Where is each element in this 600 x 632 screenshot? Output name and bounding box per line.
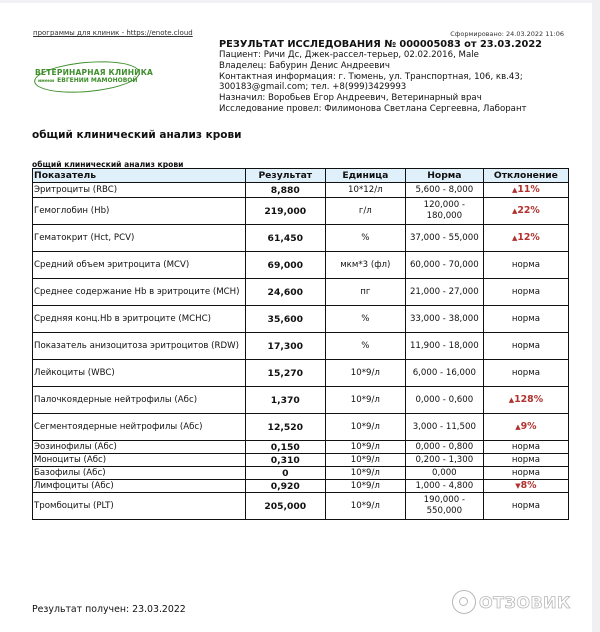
deviation xyxy=(483,198,568,225)
parameter-name: Палочкоядерные нейтрофилы (Абс) xyxy=(33,387,246,414)
arrow-down-icon: ▼ xyxy=(515,482,521,490)
patient-info: Пациент: Ричи Дс, Джек-рассел-терьер, 02.02.2016, Male xyxy=(219,50,479,60)
parameter-name: Эритроциты (RBC) xyxy=(33,183,246,198)
parameter-name: Гематокрит (Hct, PCV) xyxy=(33,225,246,252)
arrow-up-icon: ▲ xyxy=(515,423,521,431)
report-info xyxy=(219,39,542,115)
deviation-value: норма xyxy=(511,454,540,465)
unit: 10*9/л xyxy=(325,493,405,520)
deviation-badge xyxy=(515,480,536,491)
unit: 10*9/л xyxy=(325,441,405,454)
parameter-name: Базофилы (Абс) xyxy=(33,467,246,480)
result-value: 8,880 xyxy=(245,183,325,198)
deviation xyxy=(483,480,568,493)
deviation xyxy=(483,467,568,480)
norm-range: 21,000 - 27,000 xyxy=(405,279,483,306)
table-row xyxy=(33,333,569,360)
result-value: 219,000 xyxy=(245,198,325,225)
table-row xyxy=(33,441,569,454)
parameter-name: Показатель анизоцитоза эритроцитов (RDW) xyxy=(33,333,246,360)
table-caption: общий клинический анализ крови xyxy=(32,160,184,169)
deviation xyxy=(483,387,568,414)
deviation-badge xyxy=(515,421,536,432)
unit: 10*9/л xyxy=(325,480,405,493)
table-header-row xyxy=(33,169,569,183)
logo-line-2 xyxy=(38,77,137,84)
result-received-date: Результат получен: 23.03.2022 xyxy=(32,604,186,615)
result-value: 15,270 xyxy=(245,360,325,387)
unit: 10*9/л xyxy=(325,454,405,467)
result-value: 12,520 xyxy=(245,414,325,441)
table-row xyxy=(33,198,569,225)
table-row xyxy=(33,454,569,467)
result-value: 205,000 xyxy=(245,493,325,520)
unit: 10*9/л xyxy=(325,467,405,480)
norm-range: 0,200 - 1,300 xyxy=(405,454,483,467)
deviation-value: норма xyxy=(511,367,540,378)
norm-range: 0,000 xyxy=(405,467,483,480)
deviation-value: 12% xyxy=(517,232,540,243)
deviation xyxy=(483,493,568,520)
top-edge xyxy=(0,0,600,3)
source-link[interactable]: программы для клиник - https://enote.cloud xyxy=(33,29,193,37)
assigned-by: Назначил: Воробьев Егор Андреевич, Ветеринарный врач xyxy=(219,93,482,104)
norm-range: 60,000 - 70,000 xyxy=(405,252,483,279)
arrow-up-icon: ▲ xyxy=(512,186,518,194)
result-value: 0,310 xyxy=(245,454,325,467)
logo-line-2-text: ЕВГЕНИИ МАМОНОВОЙ xyxy=(57,77,138,84)
parameter-name: Гемоглобин (Hb) xyxy=(33,198,246,225)
otzovik-watermark xyxy=(452,590,571,614)
deviation xyxy=(483,252,568,279)
report-title: РЕЗУЛЬТАТ ИССЛЕДОВАНИЯ № 000005083 от 23.03.2022 xyxy=(219,39,542,50)
table-row xyxy=(33,493,569,520)
deviation-badge xyxy=(512,184,540,195)
unit: 10*9/л xyxy=(325,360,405,387)
parameter-name: Тромбоциты (PLT) xyxy=(33,493,246,520)
arrow-up-icon: ▲ xyxy=(512,207,518,215)
unit: 10*9/л xyxy=(325,387,405,414)
logo-line-2-prefix: имени xyxy=(38,79,55,84)
column-header-parameter: Показатель xyxy=(33,169,246,183)
table-row xyxy=(33,306,569,333)
deviation-value: норма xyxy=(511,313,540,324)
unit: г/л xyxy=(325,198,405,225)
deviation-badge xyxy=(512,232,540,243)
deviation-value: 128% xyxy=(514,394,544,405)
watermark-text: ОТЗОВИК xyxy=(479,592,571,612)
unit: мкм*3 (фл) xyxy=(325,252,405,279)
result-value: 0,150 xyxy=(245,441,325,454)
deviation-badge xyxy=(512,205,540,216)
norm-range: 11,900 - 18,000 xyxy=(405,333,483,360)
table-row xyxy=(33,183,569,198)
owner-info: Владелец: Бабурин Денис Андреевич xyxy=(219,60,390,71)
table-row xyxy=(33,467,569,480)
norm-range: 3,000 - 11,500 xyxy=(405,414,483,441)
deviation-value: норма xyxy=(511,441,540,452)
contact-info-line-1: Контактная информация: г. Тюмень, ул. Транспортная, 106, кв.43; xyxy=(219,71,523,82)
clinic-logo xyxy=(32,60,154,94)
deviation xyxy=(483,183,568,198)
parameter-name: Средняя конц.Hb в эритроците (MCHC) xyxy=(33,306,246,333)
result-value: 35,600 xyxy=(245,306,325,333)
arrow-up-icon: ▲ xyxy=(512,234,518,242)
deviation-value: норма xyxy=(511,259,540,270)
table-row xyxy=(33,252,569,279)
unit: % xyxy=(325,333,405,360)
deviation xyxy=(483,441,568,454)
logo-line-1: ВЕТЕРИНАРНАЯ КЛИНИКА xyxy=(35,68,154,77)
deviation xyxy=(483,306,568,333)
norm-range: 37,000 - 55,000 xyxy=(405,225,483,252)
deviation xyxy=(483,279,568,306)
result-value: 24,600 xyxy=(245,279,325,306)
norm-range: 5,600 - 8,000 xyxy=(405,183,483,198)
contact-info-line-2: 300183@gmail.com; тел. +8(999)3429993 xyxy=(219,82,407,93)
unit: % xyxy=(325,225,405,252)
table-row xyxy=(33,387,569,414)
generated-timestamp: Сформировано: 24.03.2022 11:06 xyxy=(450,30,564,38)
deviation xyxy=(483,360,568,387)
table-row xyxy=(33,225,569,252)
norm-range: 120,000 - 180,000 xyxy=(405,198,483,225)
result-value: 69,000 xyxy=(245,252,325,279)
parameter-name: Средний объем эритроцита (MCV) xyxy=(33,252,246,279)
norm-range: 1,000 - 4,800 xyxy=(405,480,483,493)
deviation xyxy=(483,454,568,467)
deviation-value: 22% xyxy=(517,205,540,216)
unit: 10*9/л xyxy=(325,414,405,441)
deviation-value: норма xyxy=(511,500,540,511)
otzovik-logo-icon xyxy=(452,590,476,614)
section-title: общий клинический анализ крови xyxy=(32,129,242,141)
table-row xyxy=(33,480,569,493)
deviation-value: норма xyxy=(511,340,540,351)
result-value: 0,920 xyxy=(245,480,325,493)
parameter-name: Среднее содержание Hb в эритроците (MCH) xyxy=(33,279,246,306)
deviation-value: 11% xyxy=(517,184,540,195)
performed-by: Исследование провел: Филимонова Светлана Сергеевна, Лаборант xyxy=(219,103,527,114)
deviation xyxy=(483,333,568,360)
result-value: 1,370 xyxy=(245,387,325,414)
norm-range: 33,000 - 38,000 xyxy=(405,306,483,333)
unit: 10*12/л xyxy=(325,183,405,198)
result-value: 0 xyxy=(245,467,325,480)
deviation-value: 8% xyxy=(520,480,537,491)
table-row xyxy=(33,360,569,387)
arrow-up-icon: ▲ xyxy=(508,396,515,404)
parameter-name: Эозинофилы (Абс) xyxy=(33,441,246,454)
deviation xyxy=(483,414,568,441)
result-value: 17,300 xyxy=(245,333,325,360)
parameter-name: Моноциты (Абс) xyxy=(33,454,246,467)
unit: % xyxy=(325,306,405,333)
norm-range: 0,000 - 0,600 xyxy=(405,387,483,414)
norm-range: 6,000 - 16,000 xyxy=(405,360,483,387)
deviation-value: 9% xyxy=(520,421,537,432)
column-header-norm: Норма xyxy=(405,169,483,183)
column-header-deviation: Отклонение xyxy=(483,169,568,183)
scrollbar-track xyxy=(592,0,600,632)
parameter-name: Сегментоядерные нейтрофилы (Абс) xyxy=(33,414,246,441)
parameter-name: Лейкоциты (WBC) xyxy=(33,360,246,387)
norm-range: 0,000 - 0,800 xyxy=(405,441,483,454)
unit: пг xyxy=(325,279,405,306)
results-table xyxy=(32,168,569,520)
table-row xyxy=(33,279,569,306)
deviation-value: норма xyxy=(511,467,540,478)
result-value: 61,450 xyxy=(245,225,325,252)
column-header-result: Результат xyxy=(245,169,325,183)
table-row xyxy=(33,414,569,441)
deviation-value: норма xyxy=(511,286,540,297)
column-header-unit: Единица xyxy=(325,169,405,183)
parameter-name: Лимфоциты (Абс) xyxy=(33,480,246,493)
norm-range: 190,000 - 550,000 xyxy=(405,493,483,520)
deviation-badge xyxy=(509,394,543,405)
deviation xyxy=(483,225,568,252)
